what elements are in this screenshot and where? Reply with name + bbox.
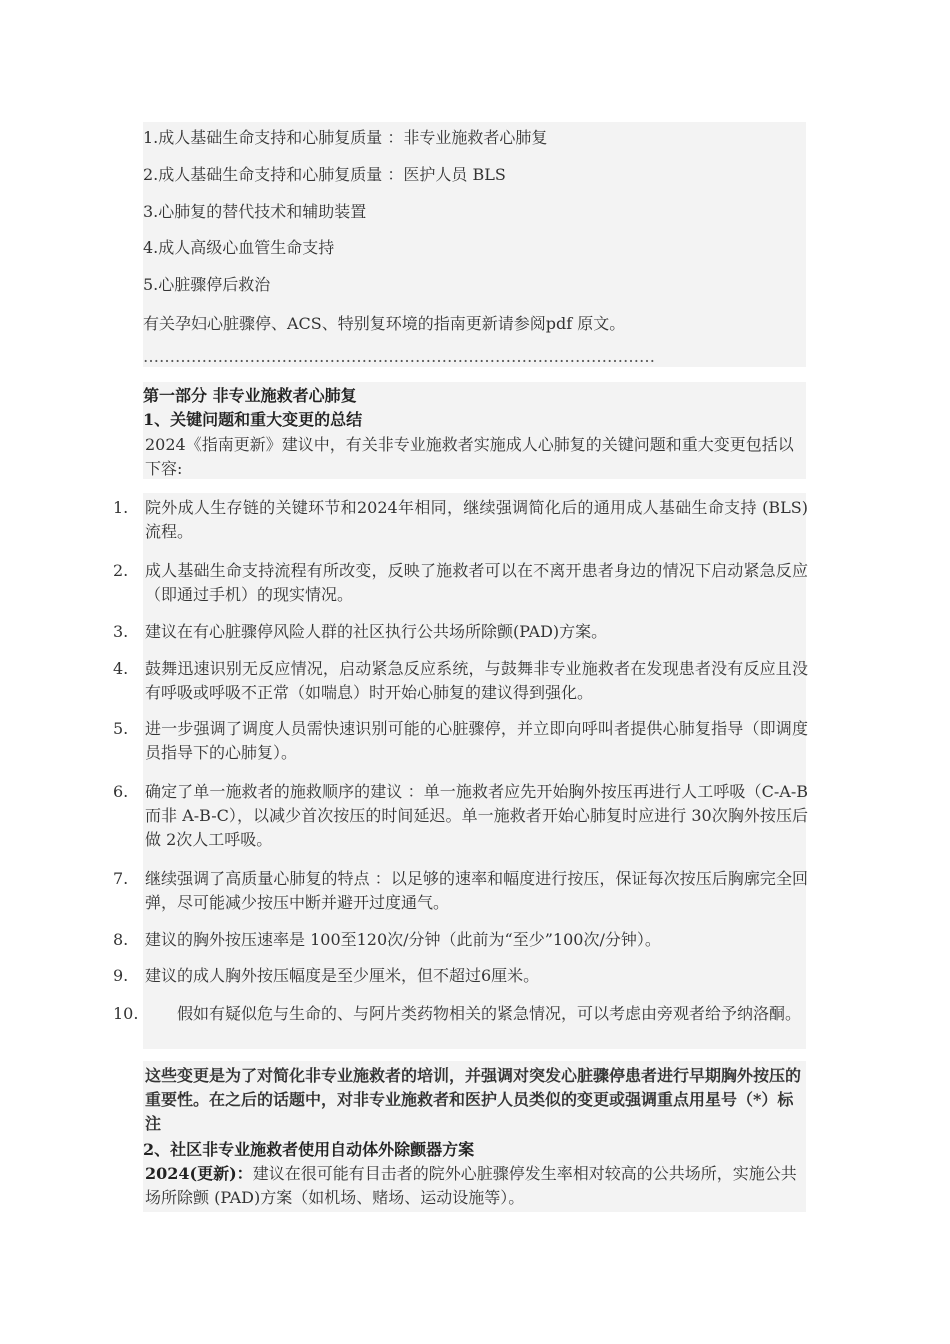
toc-item-4: 4.成人高级心血管生命支持 bbox=[143, 238, 335, 257]
list-item-number: 10. bbox=[113, 1004, 139, 1023]
list-item-number: 7. bbox=[113, 869, 129, 888]
list-item-text: 继续强调了高质量心肺复的特点 ：以足够的速率和幅度进行按压，保证每次按压后胸廓完全回弹，尽可能减少按压中断并避开过度通气。 bbox=[145, 869, 808, 912]
list-item-number: 1. bbox=[113, 498, 129, 517]
list-item-number: 2. bbox=[113, 561, 129, 580]
section2-paragraph bbox=[145, 1162, 805, 1210]
list-item-text: 院外成人生存链的关键环节和2024年相同，继续强调简化后的通用成人基础生命支持 (BLS)流程。 bbox=[145, 498, 808, 541]
section2-title: 2、社区非专业施救者使用自动体外除颤器方案 bbox=[143, 1140, 475, 1159]
intro-paragraph: 2024《指南更新》建议中，有关非专业施救者实施成人心肺复的关键问题和重大变更包括以下容: bbox=[145, 435, 794, 478]
list-item-text: 建议的胸外按压速率是 100至120次/分钟（此前为“至少”100次/分钟）。 bbox=[145, 930, 661, 949]
list-item-number: 4. bbox=[113, 659, 129, 678]
toc-item-2: 2.成人基础生命支持和心肺复质量 ：医护人员 BLS bbox=[143, 165, 506, 184]
toc-item-1: 1.成人基础生命支持和心肺复质量 ：非专业施救者心肺复 bbox=[143, 128, 548, 147]
list-item-number: 9. bbox=[113, 966, 129, 985]
separator-line: …………………………………………………………………………………… bbox=[143, 347, 655, 366]
section2-text: 建议在很可能有目击者的院外心脏骤停发生率相对较高的公共场所，实施公共场所除颤 (PAD)方案（如机场、赌场、运动设施等）。 bbox=[145, 1164, 797, 1207]
summary-paragraph: 这些变更是为了对简化非专业施救者的培训，并强调对突发心脏骤停患者进行早期胸外按压的重要性。在之后的话题中，对非专业施救者和医护人员类似的变更或强调重点用星号（*）标注 bbox=[145, 1066, 802, 1133]
part1-title: 第一部分 非专业施救者心肺复 bbox=[143, 386, 357, 405]
list-item-number: 3. bbox=[113, 622, 129, 641]
list-item-number: 6. bbox=[113, 782, 129, 801]
toc-item-3: 3.心肺复的替代技术和辅助装置 bbox=[143, 202, 367, 221]
list-item-text: 确定了单一施救者的施救顺序的建议 ：单一施救者应先开始胸外按压再进行人工呼吸（C-A-B而非 A-B-C），以减少首次按压的时间延迟。单一施救者开始心肺复时应进行 30次胸外按压后做 2次人工呼吸。 bbox=[145, 782, 808, 849]
list-item-text: 建议的成人胸外按压幅度是至少厘米，但不超过6厘米。 bbox=[145, 966, 540, 985]
toc-note: 有关孕妇心脏骤停、ACS、特别复环境的指南更新请参阅pdf 原文。 bbox=[143, 314, 626, 333]
list-item-text: 进一步强调了调度人员需快速识别可能的心脏骤停，并立即向呼叫者提供心肺复指导（即调度员指导下的心肺复）。 bbox=[145, 719, 808, 762]
list-item-text: 鼓舞迅速识别无反应情况，启动紧急反应系统，与鼓舞非专业施救者在发现患者没有反应且没有呼吸或呼吸不正常（如喘息）时开始心肺复的建议得到强化。 bbox=[145, 659, 808, 702]
list-item-text: 建议在有心脏骤停风险人群的社区执行公共场所除颤(PAD)方案。 bbox=[145, 622, 608, 641]
toc-item-5: 5.心脏骤停后救治 bbox=[143, 275, 271, 294]
section2-label: 2024(更新)： bbox=[145, 1164, 253, 1183]
list-item-text: 假如有疑似危与生命的、与阿片类药物相关的紧急情况，可以考虑由旁观者给予纳洛酮。 bbox=[145, 1004, 802, 1023]
list-item-text: 成人基础生命支持流程有所改变，反映了施救者可以在不离开患者身边的情况下启动紧急反应（即通过手机）的现实情况。 bbox=[145, 561, 808, 604]
section1-title: 1、关键问题和重大变更的总结 bbox=[143, 410, 363, 429]
list-item-number: 5. bbox=[113, 719, 129, 738]
list-item-number: 8. bbox=[113, 930, 129, 949]
